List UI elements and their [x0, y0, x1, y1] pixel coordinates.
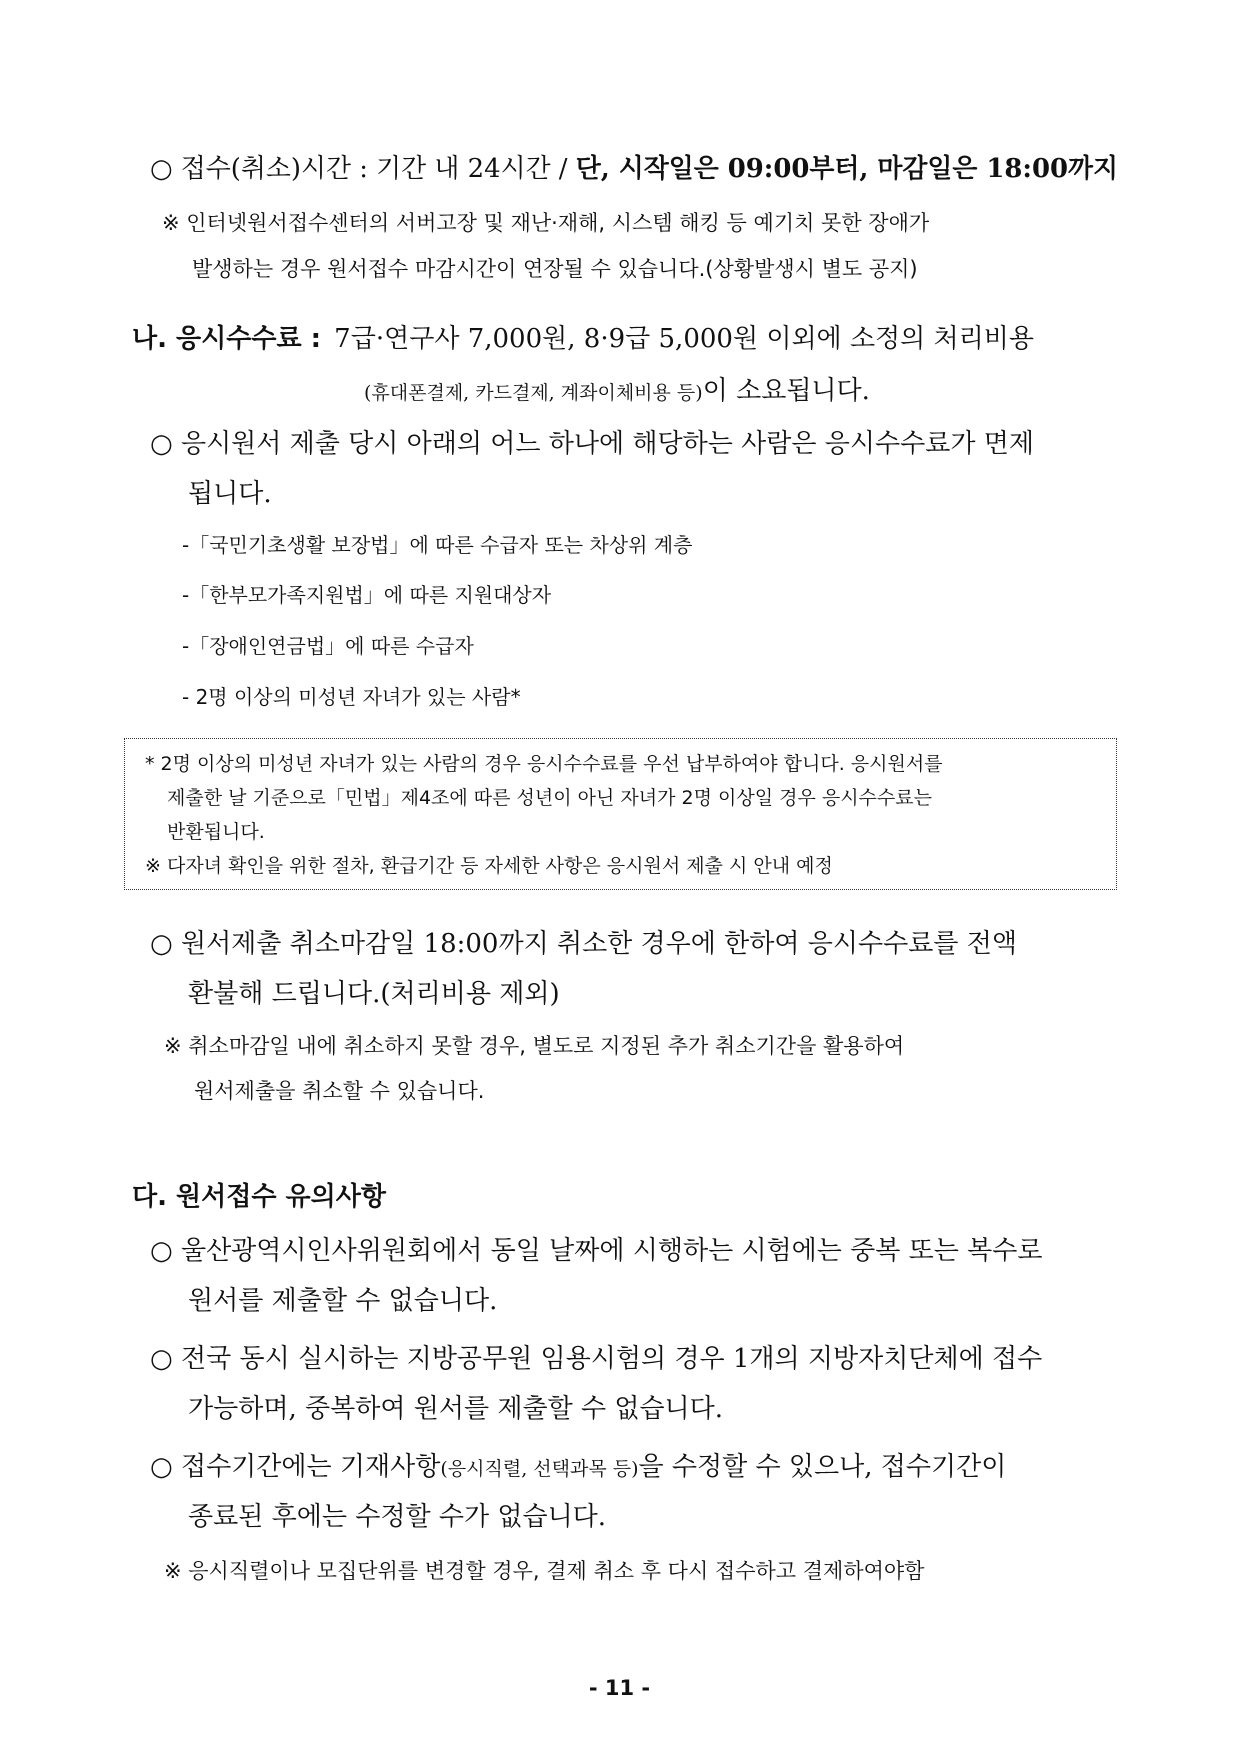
exempt-line1: ○ 응시원서 제출 당시 아래의 어느 하나에 해당하는 사람은 응시수수료가 면제 [150, 429, 1034, 459]
da-item3-line1 [150, 1446, 1006, 1483]
section-da-heading: 다. 원서접수 유의사항 [132, 1182, 387, 1212]
refund-line1: ○ 원서제출 취소마감일 18:00까지 취소한 경우에 한하여 응시수수료를 전액 [150, 929, 1017, 959]
fee-sub-small: (휴대폰결제, 카드결제, 계좌이체비용 등) [364, 382, 703, 404]
box-line2: 제출한 날 기준으로「민법」제4조에 따른 성년이 아닌 자녀가 2명 이상일 경우 응시수수료는 [167, 787, 932, 809]
reception-time-bold: 단, 시작일은 09:00부터, 마감일은 18:00까지 [575, 154, 1118, 184]
page-number: - 11 - [588, 1676, 651, 1700]
da-item1-line2: 원서를 제출할 수 없습니다. [188, 1286, 498, 1316]
da-item3-small: (응시직렬, 선택과목 등) [440, 1458, 639, 1480]
da-note: ※ 응시직렬이나 모집단위를 변경할 경우, 결제 취소 후 다시 접수하고 결제하여야함 [164, 1559, 925, 1583]
da-item1-line1: ○ 울산광역시인사위원회에서 동일 날짜에 시행하는 시험에는 중복 또는 복수로 [150, 1236, 1043, 1266]
exempt-item: -「국민기초생활 보장법」에 따른 수급자 또는 차상위 계층 [182, 533, 693, 557]
da-item3-a: ○ 접수기간에는 기재사항 [150, 1452, 441, 1482]
exempt-line2: 됩니다. [188, 479, 272, 509]
box-line3: 반환됩니다. [167, 821, 265, 843]
refund-note-line2: 원서제출을 취소할 수 있습니다. [194, 1079, 485, 1103]
fee-line [132, 318, 1034, 355]
da-item3-b: 을 수정할 수 있으나, 접수기간이 [638, 1452, 1007, 1482]
exempt-item: -「한부모가족지원법」에 따른 지원대상자 [182, 583, 552, 607]
section-na-heading: 나. 응시수수료 : [132, 324, 322, 354]
fee-text: 7급·연구사 7,000원, 8·9급 5,000원 이외에 소정의 처리비용 [334, 324, 1035, 354]
exempt-item: - 2명 이상의 미성년 자녀가 있는 사람* [182, 685, 521, 709]
server-fault-note-line2: 발생하는 경우 원서접수 마감시간이 연장될 수 있습니다.(상황발생시 별도 공지) [192, 257, 918, 281]
da-item2-line1: ○ 전국 동시 실시하는 지방공무원 임용시험의 경우 1개의 지방자치단체에 접수 [150, 1344, 1043, 1374]
exempt-item: -「장애인연금법」에 따른 수급자 [182, 634, 474, 658]
reception-time-line [150, 148, 1118, 185]
multi-child-note-box [124, 738, 1117, 890]
reception-time-plain: ○ 접수(취소)시간 : 기간 내 24시간 / [150, 154, 576, 184]
refund-line2: 환불해 드립니다.(처리비용 제외) [188, 979, 560, 1009]
box-line1: * 2명 이상의 미성년 자녀가 있는 사람의 경우 응시수수료를 우선 납부하여야 합니다. 응시원서를 [145, 753, 943, 775]
box-line4: ※ 다자녀 확인을 위한 절차, 환급기간 등 자세한 사항은 응시원서 제출 시 안내 예정 [145, 855, 833, 877]
da-item2-line2: 가능하며, 중복하여 원서를 제출할 수 없습니다. [188, 1394, 724, 1424]
fee-subline [364, 370, 870, 407]
server-fault-note-line1: ※ 인터넷원서접수센터의 서버고장 및 재난·재해, 시스템 해킹 등 예기치 못한 장애가 [162, 211, 930, 235]
refund-note-line1: ※ 취소마감일 내에 취소하지 못할 경우, 별도로 지정된 추가 취소기간을 활용하여 [164, 1034, 905, 1058]
fee-sub-big: 이 소요됩니다. [702, 376, 870, 406]
da-item3-line2: 종료된 후에는 수정할 수가 없습니다. [188, 1502, 607, 1532]
